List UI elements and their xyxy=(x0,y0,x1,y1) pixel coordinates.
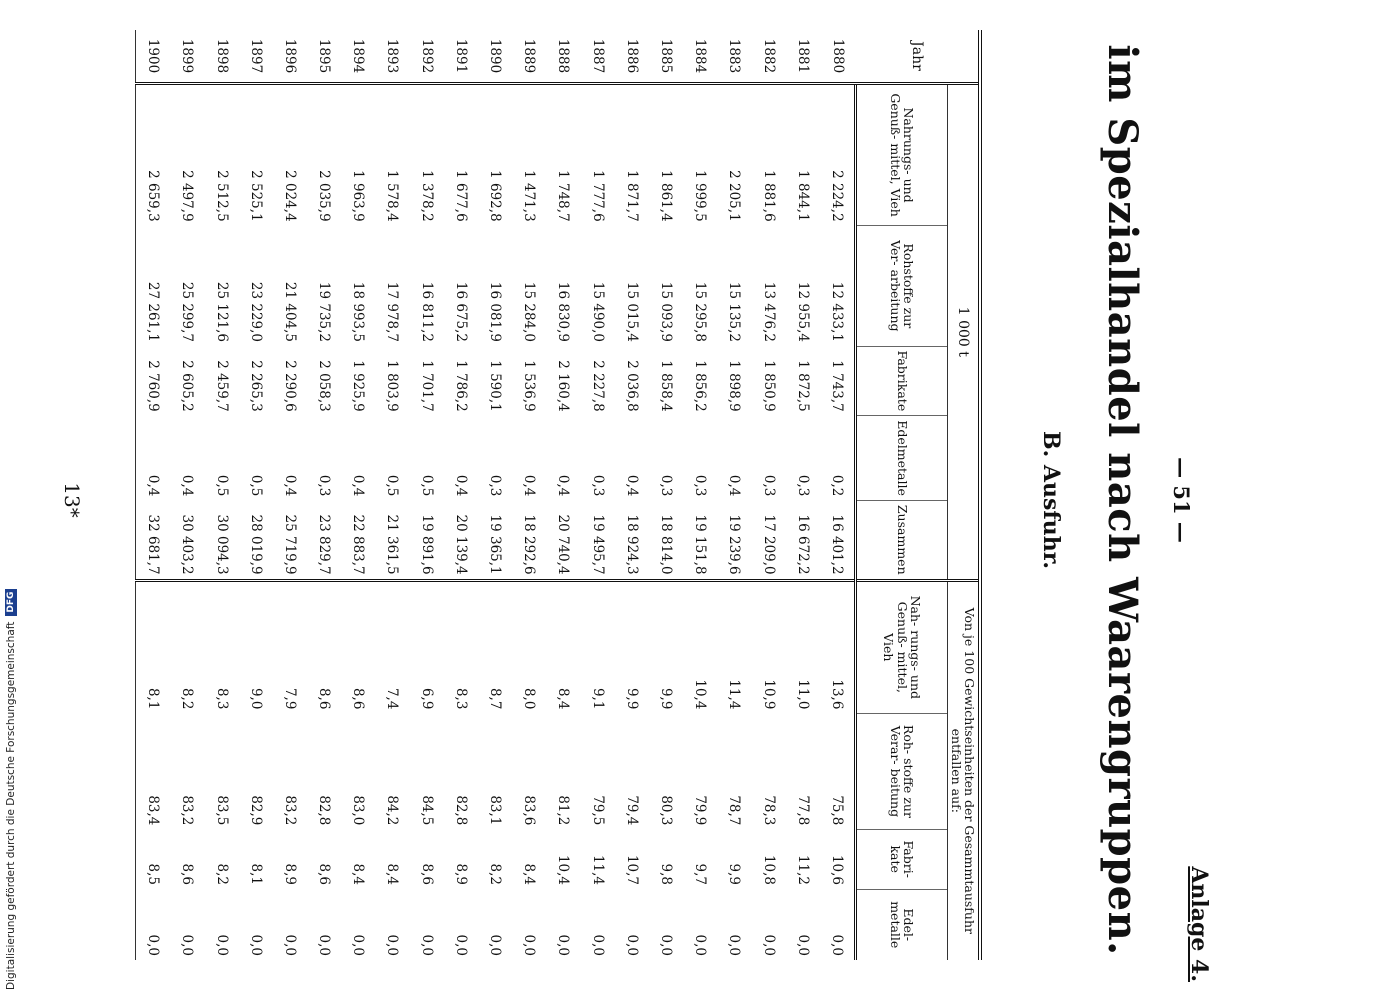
table-row xyxy=(649,30,683,960)
value-cell: 0,4 xyxy=(452,474,469,497)
percent-cell: 9,9 xyxy=(649,580,683,713)
percent-cell: 8,2 xyxy=(170,580,204,713)
percent-cell: 79,5 xyxy=(589,795,606,826)
value-cell: 1 777,6 xyxy=(589,170,606,222)
col-header-total: Zusammen xyxy=(856,500,948,580)
value-cell: 0,4 xyxy=(726,474,743,497)
year-cell: 1884 xyxy=(683,30,717,84)
table-row xyxy=(204,30,238,960)
percent-cell: 83,4 xyxy=(136,713,171,829)
value-cell: 0,5 xyxy=(384,474,401,497)
percent-cell: 0,0 xyxy=(213,934,230,956)
value-cell: 17 978,7 xyxy=(384,281,401,343)
value-cell: 19 365,1 xyxy=(487,514,504,575)
table-row xyxy=(239,30,273,960)
col-header-food: Nahrungs- und Genuß- mittel, Vieh xyxy=(856,84,948,226)
value-cell: 12 955,4 xyxy=(794,281,811,343)
table-row xyxy=(170,30,204,960)
year-cell: 1882 xyxy=(751,30,785,84)
value-cell: 13 476,2 xyxy=(760,281,777,343)
value-cell: 1 803,9 xyxy=(384,360,401,412)
col-header-raw-materials: Rohstoffe zur Ver- arbeitung xyxy=(856,226,948,346)
value-cell: 0,5 xyxy=(418,474,435,497)
percent-cell: 10,9 xyxy=(751,580,785,713)
value-cell: 18 993,5 xyxy=(350,281,367,343)
percent-cell: 0,0 xyxy=(521,934,538,956)
table-row xyxy=(683,30,717,960)
percent-cell: 84,2 xyxy=(384,795,401,826)
value-cell: 1 471,3 xyxy=(521,170,538,222)
value-cell: 2 036,8 xyxy=(623,360,640,412)
value-cell: 1 850,9 xyxy=(760,360,777,412)
percent-cell: 8,0 xyxy=(512,580,546,713)
percent-cell: 0,0 xyxy=(760,934,777,956)
percent-cell: 0,0 xyxy=(384,934,401,956)
percent-cell: 6,9 xyxy=(410,580,444,713)
section-heading: B. Ausfuhr. xyxy=(1038,430,1064,570)
percent-cell: 0,0 xyxy=(179,934,196,956)
value-cell: 2 659,3 xyxy=(136,84,171,226)
value-cell: 27 261,1 xyxy=(136,226,171,346)
value-cell: 1 881,6 xyxy=(760,170,777,222)
year-cell: 1896 xyxy=(273,30,307,84)
value-cell: 18 924,3 xyxy=(623,514,640,575)
table-row xyxy=(410,30,444,960)
percent-cell: 0,0 xyxy=(623,934,640,956)
col-header-manufactures: Fabrikate xyxy=(856,346,948,416)
percent-cell: 10,7 xyxy=(623,854,640,885)
year-cell: 1894 xyxy=(341,30,375,84)
year-cell: 1883 xyxy=(717,30,751,84)
percent-cell: 82,9 xyxy=(247,795,264,826)
table-row xyxy=(444,30,478,960)
percent-cell: 80,3 xyxy=(657,795,674,826)
value-cell: 2 035,9 xyxy=(316,170,333,222)
value-cell: 2 265,3 xyxy=(247,360,264,412)
value-cell: 15 015,4 xyxy=(623,281,640,343)
percent-cell: 9,1 xyxy=(581,580,615,713)
value-cell: 30 094,3 xyxy=(213,514,230,575)
value-cell: 15 284,0 xyxy=(521,281,538,343)
value-cell: 19 239,6 xyxy=(726,514,743,575)
percent-cell: 8,4 xyxy=(350,863,367,885)
value-cell: 1 856,2 xyxy=(692,360,709,412)
percent-cell: 10,8 xyxy=(760,854,777,885)
value-cell: 16 830,9 xyxy=(555,281,572,343)
value-cell: 21 361,5 xyxy=(384,514,401,575)
value-cell: 1 963,9 xyxy=(350,170,367,222)
year-cell: 1889 xyxy=(512,30,546,84)
value-cell: 1 743,7 xyxy=(828,360,845,412)
percent-cell: 75,8 xyxy=(828,795,845,826)
value-cell: 0,3 xyxy=(316,474,333,497)
value-cell: 25 299,7 xyxy=(179,281,196,343)
percent-cell: 8,2 xyxy=(487,863,504,885)
table-row xyxy=(615,30,649,960)
year-cell: 1888 xyxy=(546,30,580,84)
table-row xyxy=(273,30,307,960)
value-cell: 20 740,4 xyxy=(555,514,572,575)
year-cell: 1885 xyxy=(649,30,683,84)
percent-cell: 0,0 xyxy=(136,889,171,960)
value-cell: 0,4 xyxy=(179,474,196,497)
percent-cell: 0,0 xyxy=(794,934,811,956)
percent-cell: 11,4 xyxy=(589,854,606,885)
percent-cell: 8,6 xyxy=(179,863,196,885)
year-column-header: Jahr xyxy=(856,30,981,84)
percent-cell: 0,0 xyxy=(316,934,333,956)
percent-cell: 0,0 xyxy=(487,934,504,956)
percent-cell: 78,3 xyxy=(760,795,777,826)
value-cell: 15 295,8 xyxy=(692,281,709,343)
percent-cell: 0,0 xyxy=(692,934,709,956)
percent-cell: 79,4 xyxy=(623,795,640,826)
percent-cell: 83,5 xyxy=(213,795,230,826)
value-cell: 16 672,2 xyxy=(794,514,811,575)
value-cell: 2 058,3 xyxy=(316,360,333,412)
page-number: — 51 — xyxy=(1169,457,1194,543)
value-cell: 15 135,2 xyxy=(726,281,743,343)
percent-cell: 0,0 xyxy=(281,934,298,956)
pct-header-precious-metals: Edel- metalle xyxy=(856,889,948,960)
page-title: im Spezialhandel nach Waarengruppen. xyxy=(1099,44,1146,956)
value-cell: 1 861,4 xyxy=(657,170,674,222)
percent-cell: 8,6 xyxy=(341,580,375,713)
percent-cell: 8,1 xyxy=(247,863,264,885)
value-cell: 20 139,4 xyxy=(452,514,469,575)
value-cell: 0,5 xyxy=(247,474,264,497)
value-cell: 0,3 xyxy=(589,474,606,497)
value-cell: 0,4 xyxy=(555,474,572,497)
percent-cell: 8,6 xyxy=(316,863,333,885)
value-cell: 30 403,2 xyxy=(179,514,196,575)
year-cell: 1892 xyxy=(410,30,444,84)
value-cell: 12 433,1 xyxy=(828,281,845,343)
value-cell: 19 495,7 xyxy=(589,514,606,575)
sheet-signature: 13* xyxy=(60,482,84,518)
percent-cell: 83,1 xyxy=(487,795,504,826)
value-cell: 2 459,7 xyxy=(213,360,230,412)
percent-cell: 9,0 xyxy=(239,580,273,713)
value-cell: 1 692,8 xyxy=(487,170,504,222)
year-cell: 1890 xyxy=(478,30,512,84)
value-cell: 1 677,6 xyxy=(452,170,469,222)
percent-cell: 83,2 xyxy=(179,795,196,826)
value-cell: 16 401,2 xyxy=(828,514,845,575)
table-row xyxy=(546,30,580,960)
table-row xyxy=(751,30,785,960)
value-cell: 15 093,9 xyxy=(657,281,674,343)
table-row xyxy=(581,30,615,960)
value-cell: 17 209,0 xyxy=(760,514,777,575)
value-cell: 16 675,2 xyxy=(452,281,469,343)
percent-cell: 78,7 xyxy=(726,795,743,826)
value-cell: 2 224,2 xyxy=(828,170,845,222)
table-row xyxy=(375,30,409,960)
percent-cell: 11,0 xyxy=(786,580,820,713)
value-cell: 2 227,8 xyxy=(589,360,606,412)
rotated-document-page xyxy=(10,0,1230,1000)
value-cell: 19 151,8 xyxy=(692,514,709,575)
percent-cell: 0,0 xyxy=(418,934,435,956)
percent-cell: 84,5 xyxy=(418,795,435,826)
year-cell: 1893 xyxy=(375,30,409,84)
year-cell: 1881 xyxy=(786,30,820,84)
year-cell: 1887 xyxy=(581,30,615,84)
value-cell: 1 701,7 xyxy=(418,360,435,412)
value-cell: 19 891,6 xyxy=(418,514,435,575)
value-cell: 1 858,4 xyxy=(657,360,674,412)
percent-cell: 81,2 xyxy=(555,795,572,826)
percent-cell: 8,3 xyxy=(204,580,238,713)
value-cell: 0,4 xyxy=(521,474,538,497)
percent-cell: 79,9 xyxy=(692,795,709,826)
value-cell: 32 681,7 xyxy=(136,500,171,580)
year-cell: 1891 xyxy=(444,30,478,84)
value-cell: 0,4 xyxy=(281,474,298,497)
percent-cell: 0,0 xyxy=(828,934,845,956)
table-row xyxy=(820,30,856,960)
year-cell: 1898 xyxy=(204,30,238,84)
value-cell: 0,4 xyxy=(350,474,367,497)
percent-cell: 0,0 xyxy=(589,934,606,956)
value-cell: 1 748,7 xyxy=(555,170,572,222)
year-cell: 1900 xyxy=(136,30,171,84)
value-cell: 1 578,4 xyxy=(384,170,401,222)
percent-cell: 83,6 xyxy=(521,795,538,826)
year-cell: 1886 xyxy=(615,30,649,84)
value-cell: 2 290,6 xyxy=(281,360,298,412)
year-cell: 1880 xyxy=(820,30,856,84)
percent-cell: 0,0 xyxy=(350,934,367,956)
table-row xyxy=(512,30,546,960)
percent-cell: 10,6 xyxy=(828,854,845,885)
value-cell: 1 872,5 xyxy=(794,360,811,412)
percent-cell: 11,4 xyxy=(717,580,751,713)
percent-cell: 8,6 xyxy=(307,580,341,713)
value-cell: 2 525,1 xyxy=(247,170,264,222)
table-row xyxy=(341,30,375,960)
percent-cell: 77,8 xyxy=(794,795,811,826)
percent-cell: 8,5 xyxy=(136,829,171,889)
value-cell: 0,4 xyxy=(623,474,640,497)
percent-cell: 13,6 xyxy=(820,580,856,713)
value-cell: 2 605,2 xyxy=(179,360,196,412)
dfg-logo: DFG xyxy=(5,589,17,616)
percent-cell: 8,3 xyxy=(444,580,478,713)
digitization-note: Digitalisierung gefördert durch die Deutsche Forschungsgemeinschaft xyxy=(5,621,17,990)
value-cell: 25 121,6 xyxy=(213,281,230,343)
value-cell: 0,4 xyxy=(136,416,171,501)
percent-cell: 82,8 xyxy=(316,795,333,826)
percent-cell: 8,1 xyxy=(136,580,171,713)
table-row xyxy=(136,30,171,960)
percent-cell: 7,4 xyxy=(375,580,409,713)
value-cell: 2 205,1 xyxy=(726,170,743,222)
percent-cell: 8,4 xyxy=(384,863,401,885)
value-cell: 18 292,6 xyxy=(521,514,538,575)
value-cell: 0,3 xyxy=(794,474,811,497)
value-cell: 0,3 xyxy=(657,474,674,497)
value-cell: 2 760,9 xyxy=(136,346,171,416)
value-cell: 1 898,9 xyxy=(726,360,743,412)
unit-header: 1 000 t xyxy=(948,84,981,581)
value-cell: 2 497,9 xyxy=(179,170,196,222)
value-cell: 1 590,1 xyxy=(487,360,504,412)
value-cell: 1 786,2 xyxy=(452,360,469,412)
percent-cell: 8,4 xyxy=(521,863,538,885)
percent-cell: 8,7 xyxy=(478,580,512,713)
percent-cell: 11,2 xyxy=(794,854,811,885)
percent-cell: 0,0 xyxy=(555,934,572,956)
percent-cell: 10,4 xyxy=(555,854,572,885)
value-cell: 2 160,4 xyxy=(555,360,572,412)
table-row xyxy=(717,30,751,960)
value-cell: 0,3 xyxy=(760,474,777,497)
percent-cell: 8,6 xyxy=(418,863,435,885)
value-cell: 1 536,9 xyxy=(521,360,538,412)
pct-header-manufactures: Fabri- kate xyxy=(856,829,948,889)
percent-cell: 10,4 xyxy=(683,580,717,713)
value-cell: 25 719,9 xyxy=(281,514,298,575)
year-cell: 1895 xyxy=(307,30,341,84)
appendix-label: Anlage 4. xyxy=(1186,866,1212,982)
value-cell: 0,2 xyxy=(828,474,845,497)
pct-header-raw-materials: Roh- stoffe zur Verar- beitung xyxy=(856,713,948,829)
percent-cell: 0,0 xyxy=(657,934,674,956)
table-row xyxy=(786,30,820,960)
percent-cell: 8,2 xyxy=(213,863,230,885)
percent-cell: 8,9 xyxy=(281,863,298,885)
value-cell: 18 814,0 xyxy=(657,514,674,575)
percent-cell: 83,0 xyxy=(350,795,367,826)
year-cell: 1899 xyxy=(170,30,204,84)
value-cell: 0,3 xyxy=(487,474,504,497)
value-cell: 23 829,7 xyxy=(316,514,333,575)
value-cell: 16 811,2 xyxy=(418,281,435,343)
value-cell: 22 883,7 xyxy=(350,514,367,575)
percent-cell: 83,2 xyxy=(281,795,298,826)
value-cell: 1 378,2 xyxy=(418,170,435,222)
percent-cell: 9,9 xyxy=(726,863,743,885)
percent-cell: 0,0 xyxy=(247,934,264,956)
value-cell: 0,3 xyxy=(692,474,709,497)
percent-cell: 9,9 xyxy=(615,580,649,713)
percent-cell: 8,4 xyxy=(546,580,580,713)
percent-cell: 8,9 xyxy=(452,863,469,885)
table-row xyxy=(307,30,341,960)
year-cell: 1897 xyxy=(239,30,273,84)
percent-cell: 7,9 xyxy=(273,580,307,713)
percent-cell: 82,8 xyxy=(452,795,469,826)
table-row xyxy=(478,30,512,960)
value-cell: 1 844,1 xyxy=(794,170,811,222)
value-cell: 2 024,4 xyxy=(281,170,298,222)
value-cell: 19 735,2 xyxy=(316,281,333,343)
value-cell: 21 404,5 xyxy=(281,281,298,343)
export-table xyxy=(135,30,982,960)
pct-header-food: Nah- rungs- und Genuß- mittel, Vieh xyxy=(856,580,948,713)
value-cell: 16 081,9 xyxy=(487,281,504,343)
value-cell: 28 019,9 xyxy=(247,514,264,575)
value-cell: 2 512,5 xyxy=(213,170,230,222)
value-cell: 0,5 xyxy=(213,474,230,497)
value-cell: 1 925,9 xyxy=(350,360,367,412)
percent-cell: 0,0 xyxy=(726,934,743,956)
value-cell: 1 871,7 xyxy=(623,170,640,222)
percent-group-header: Von je 100 Gewichtseinheiten der Gesammtausfuhr entfallen auf: xyxy=(948,580,981,960)
percent-cell: 0,0 xyxy=(452,934,469,956)
percent-cell: 9,8 xyxy=(657,863,674,885)
col-header-precious-metals: Edelmetalle xyxy=(856,416,948,501)
value-cell: 1 999,5 xyxy=(692,170,709,222)
value-cell: 15 490,0 xyxy=(589,281,606,343)
value-cell: 23 229,0 xyxy=(247,281,264,343)
percent-cell: 9,7 xyxy=(692,863,709,885)
